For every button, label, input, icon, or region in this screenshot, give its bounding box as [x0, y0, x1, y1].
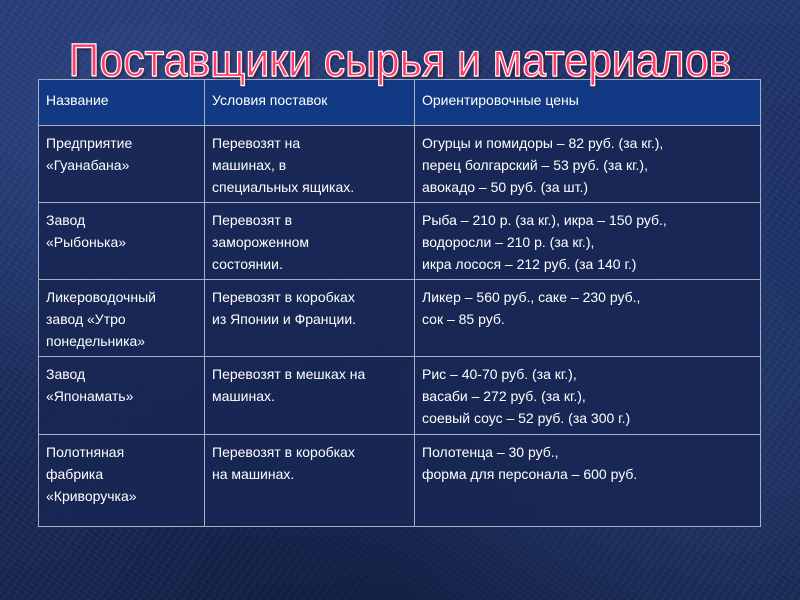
- supplier-name-line: «Гуанабана»: [46, 157, 130, 173]
- column-header-name: Название: [39, 80, 205, 126]
- supplier-name-line: Завод: [46, 212, 86, 228]
- delivery-conditions-cell: [205, 203, 415, 280]
- conditions-line: машинах, в: [212, 157, 287, 173]
- slide-title: Поставщики сырья и материалов: [68, 34, 732, 86]
- supplier-name-line: «Рыбонька»: [46, 234, 127, 250]
- supplier-name-cell: [39, 203, 205, 280]
- price-line: сок – 85 руб.: [422, 311, 505, 327]
- delivery-conditions-cell: [205, 357, 415, 435]
- price-line: водоросли – 210 р. (за кг.),: [422, 234, 595, 250]
- price-line: форма для персонала – 600 руб.: [422, 466, 638, 482]
- column-header-prices: Ориентировочные цены: [415, 80, 761, 126]
- table-row: [39, 126, 761, 203]
- table-row: [39, 357, 761, 435]
- conditions-line: состоянии.: [212, 256, 283, 272]
- supplier-name-line: Ликероводочный: [46, 289, 156, 305]
- price-line: авокадо – 50 руб. (за шт.): [422, 179, 589, 195]
- prices-cell: [415, 435, 761, 527]
- supplier-name-cell: [39, 280, 205, 357]
- conditions-line: Перевозят в: [212, 212, 293, 228]
- prices-cell: [415, 357, 761, 435]
- supplier-name-line: завод «Утро: [46, 311, 126, 327]
- delivery-conditions-cell: [205, 280, 415, 357]
- table-row: [39, 203, 761, 280]
- price-line: Полотенца – 30 руб.,: [422, 444, 559, 460]
- suppliers-table: [38, 79, 761, 527]
- column-header-conditions: Условия поставок: [205, 80, 415, 126]
- price-line: соевый соус – 52 руб. (за 300 г.): [422, 410, 631, 426]
- conditions-line: Перевозят в мешках на: [212, 366, 366, 382]
- prices-cell: [415, 203, 761, 280]
- price-line: Ликер – 560 руб., саке – 230 руб.,: [422, 289, 641, 305]
- price-line: Огурцы и помидоры – 82 руб. (за кг.),: [422, 135, 664, 151]
- conditions-line: замороженном: [212, 234, 310, 250]
- conditions-line: из Японии и Франции.: [212, 311, 357, 327]
- conditions-line: на машинах.: [212, 466, 295, 482]
- supplier-name-line: «Криворучка»: [46, 488, 137, 504]
- conditions-line: машинах.: [212, 388, 275, 404]
- supplier-name-cell: [39, 435, 205, 527]
- price-line: Рыба – 210 р. (за кг.), икра – 150 руб.,: [422, 212, 667, 228]
- supplier-name-cell: [39, 126, 205, 203]
- price-line: васаби – 272 руб. (за кг.),: [422, 388, 586, 404]
- supplier-name-line: Полотняная: [46, 444, 125, 460]
- delivery-conditions-cell: [205, 435, 415, 527]
- prices-cell: [415, 280, 761, 357]
- price-line: перец болгарский – 53 руб. (за кг.),: [422, 157, 648, 173]
- supplier-name-line: фабрика: [46, 466, 104, 482]
- supplier-name-line: понедельника»: [46, 333, 146, 349]
- supplier-name-line: Предприятие: [46, 135, 133, 151]
- table-row: [39, 435, 761, 527]
- conditions-line: Перевозят в коробках: [212, 444, 355, 460]
- price-line: Рис – 40-70 руб. (за кг.),: [422, 366, 577, 382]
- supplier-name-line: «Японамать»: [46, 388, 134, 404]
- prices-cell: [415, 126, 761, 203]
- conditions-line: специальных ящиках.: [212, 179, 355, 195]
- conditions-line: Перевозят в коробках: [212, 289, 355, 305]
- price-line: икра лосося – 212 руб. (за 140 г.): [422, 256, 637, 272]
- conditions-line: Перевозят на: [212, 135, 301, 151]
- supplier-name-cell: [39, 357, 205, 435]
- supplier-name-line: Завод: [46, 366, 86, 382]
- table-row: [39, 280, 761, 357]
- delivery-conditions-cell: [205, 126, 415, 203]
